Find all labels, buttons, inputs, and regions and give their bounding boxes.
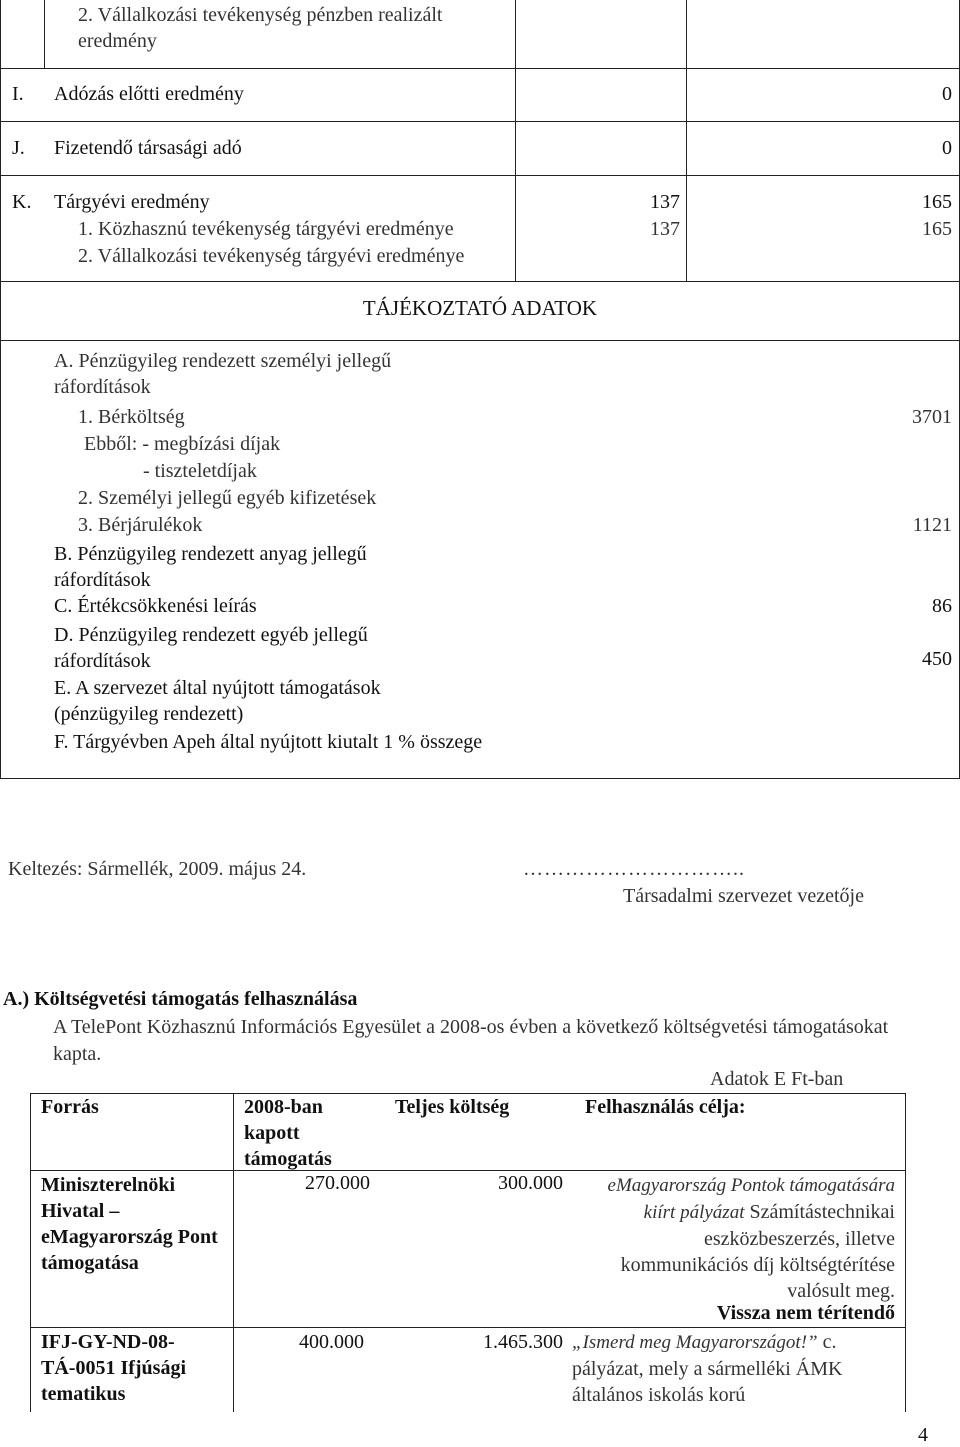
info-row-A1a: Ebből: - megbízási díjak: [84, 433, 281, 455]
header-purpose: Felhasználás célja:: [585, 1096, 746, 1118]
grant-row-1-note: Vissza nem térítendő: [716, 1302, 895, 1324]
row-letter-J: J.: [12, 137, 25, 159]
units-note: Adatok E Ft-ban: [710, 1068, 844, 1090]
row-label-vallalkozasi-realizalt: 2. Vállalkozási tevékenység pénzben realizált eredmény: [78, 4, 443, 52]
info-value-A3: 1121: [912, 514, 952, 536]
signer-title: Társadalmi szervezet vezetője: [623, 885, 864, 907]
section-a-heading: A.) Költségvetési támogatás felhasználása: [3, 988, 358, 1010]
grant-row-2-source: IFJ-GY-ND-08-TÁ-0051 Ifjúsági tematikus: [41, 1331, 187, 1405]
row-value-J: 0: [942, 137, 952, 159]
info-row-E: E. A szervezet által nyújtott támogatások (pénzügyileg rendezett): [54, 677, 381, 725]
info-row-A1: 1. Bérköltség: [78, 406, 185, 428]
info-row-A: A. Pénzügyileg rendezett személyi jellegű ráfordítások: [54, 350, 392, 398]
row-letter-K: K.: [12, 191, 32, 213]
page-number: 4: [918, 1424, 928, 1446]
grant-row-1-purpose-italic: eMagyarország Pontok támogatására kiírt pályázat: [607, 1175, 895, 1223]
info-heading: TÁJÉKOZTATÓ ADATOK: [362, 296, 598, 320]
section-a-intro: A TelePont Közhasznú Információs Egyesület a 2008-os évben a következő költségvetési támogatásokat kapta.: [53, 1016, 889, 1065]
row-value-K1: 165: [922, 218, 952, 240]
row-letter-I: I.: [12, 83, 24, 105]
grant-row-2-purpose-italic: „Ismerd meg Magyarországot!”: [572, 1332, 818, 1353]
header-total-cost: Teljes költség: [395, 1096, 510, 1118]
row-label-J: Fizetendő társasági adó: [54, 137, 242, 159]
grant-row-1-purpose: [580, 1172, 895, 1304]
grant-row-2-purpose-text: c. pályázat, mely a sármelléki ÁMK általános iskolás korú: [572, 1331, 843, 1406]
row-value-K: 165: [922, 191, 952, 213]
info-row-A2: 2. Személyi jellegű egyéb kifizetések: [78, 487, 377, 509]
info-row-A3: 3. Bérjárulékok: [78, 514, 203, 536]
row-label-K2: 2. Vállalkozási tevékenység tárgyévi eredménye: [78, 245, 465, 267]
grant-row-1-source: Miniszterelnöki Hivatal – eMagyarország Pont támogatása: [41, 1174, 218, 1274]
signature-dots: …………………………..: [523, 858, 745, 880]
grant-row-2-purpose: [572, 1329, 872, 1408]
info-row-D: D. Pénzügyileg rendezett egyéb jellegű ráfordítások: [54, 624, 368, 672]
info-value-A1: 3701: [912, 406, 952, 428]
info-row-F: F. Tárgyévben Apeh által nyújtott kiutalt 1 % összege: [54, 731, 483, 753]
grant-row-1-received: 270.000: [305, 1172, 370, 1194]
header-source: Forrás: [41, 1096, 99, 1118]
row-value-K-prev: 137: [650, 191, 680, 213]
row-value-K1-prev: 137: [650, 218, 680, 240]
grant-row-1-purpose-text: Számítástechnikai eszközbeszerzés, illetve kommunikációs díj költségtérítése valósult meg.: [620, 1201, 895, 1302]
row-label-K1: 1. Közhasznú tevékenység tárgyévi eredménye: [78, 218, 454, 240]
header-received: 2008-ban kapott támogatás: [244, 1096, 332, 1170]
grant-row-1-total-cost: 300.000: [498, 1172, 563, 1194]
row-value-I: 0: [942, 83, 952, 105]
info-row-A1b: - tiszteletdíjak: [143, 460, 257, 482]
info-row-C: C. Értékcsökkenési leírás: [54, 595, 257, 617]
row-label-I: Adózás előtti eredmény: [54, 83, 244, 105]
info-value-C: 86: [932, 595, 952, 617]
info-value-D: 450: [922, 648, 952, 670]
grant-row-2-received: 400.000: [299, 1331, 364, 1353]
info-row-B: B. Pénzügyileg rendezett anyag jellegű ráfordítások: [54, 543, 367, 591]
grant-row-2-total-cost: 1.465.300: [483, 1331, 563, 1353]
row-label-K: Tárgyévi eredmény: [54, 191, 210, 213]
date-line: Keltezés: Sármellék, 2009. május 24.: [8, 858, 307, 880]
